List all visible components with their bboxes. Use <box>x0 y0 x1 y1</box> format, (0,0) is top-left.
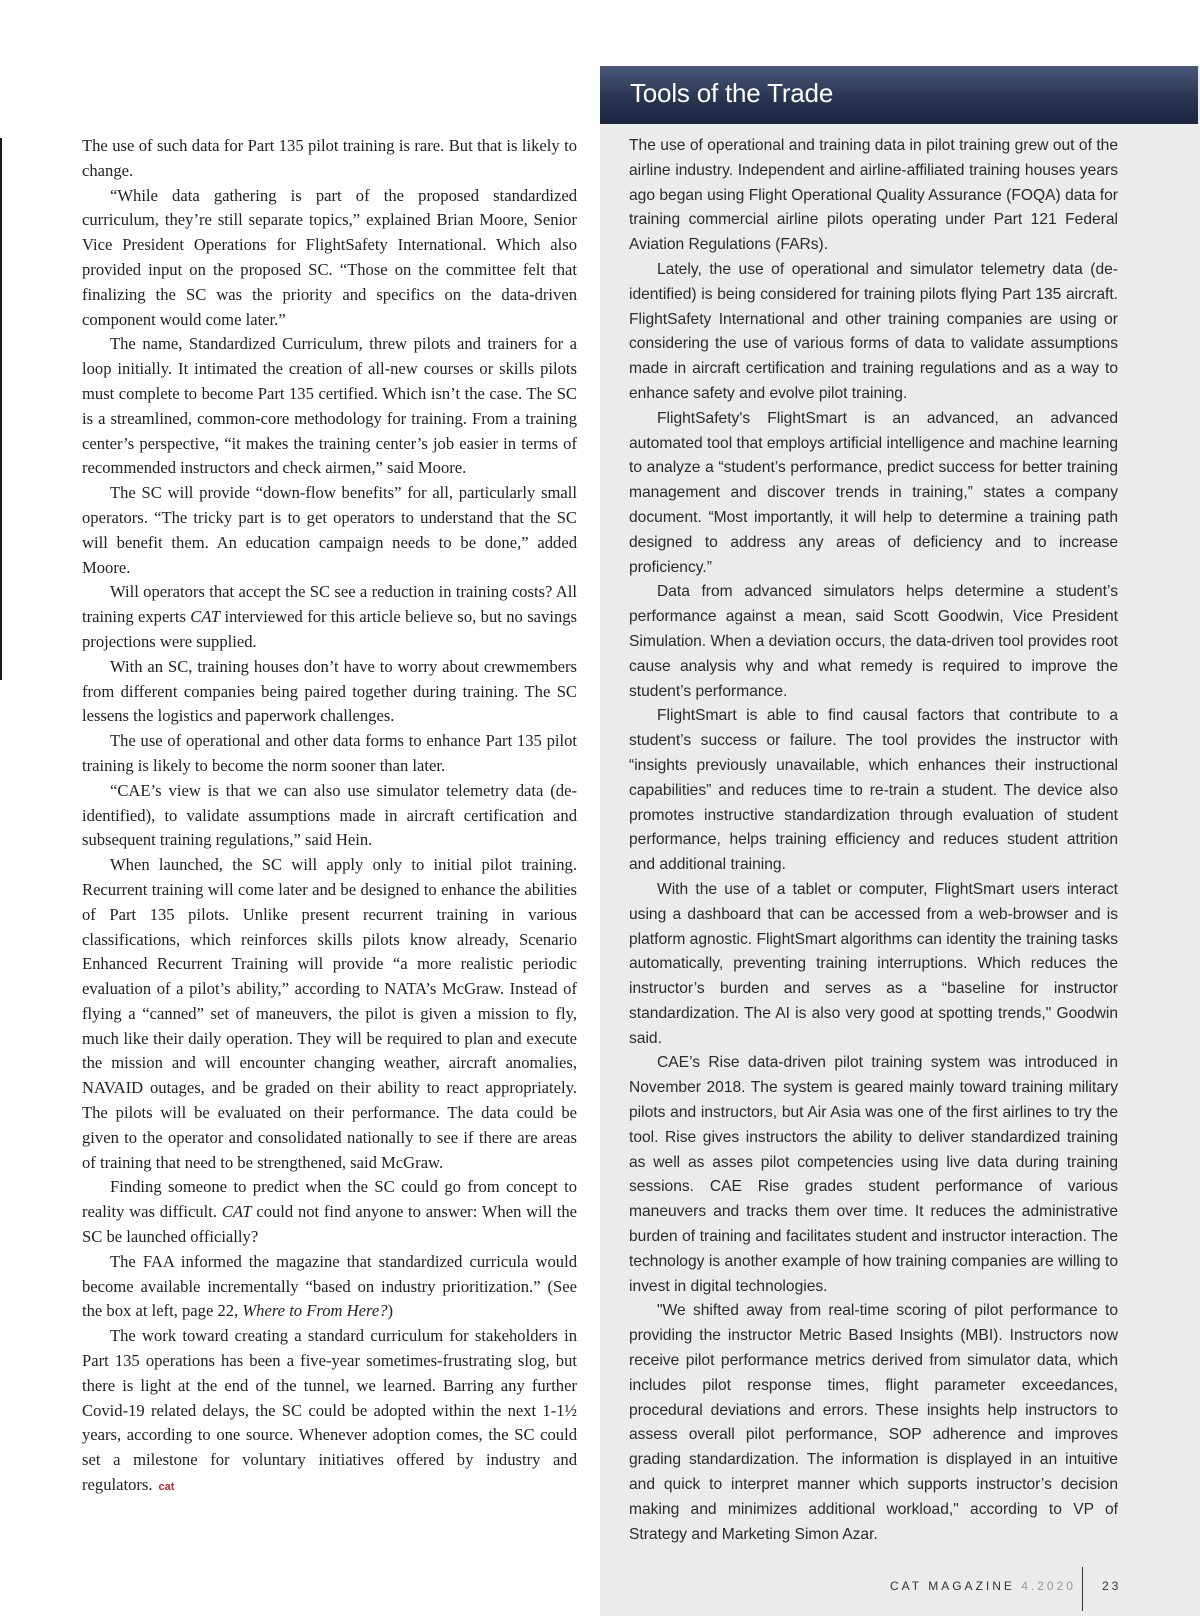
article-paragraph <box>82 1250 577 1324</box>
magazine-name: CAT MAGAZINE <box>890 1579 1015 1593</box>
page-footer <box>0 1573 1200 1613</box>
end-mark: cat <box>158 1481 175 1494</box>
article-paragraph: The SC will provide “down-flow benefits” for all, particularly small operators. “The tricky part is to get operators to understand that the SC will benefit them. An education campaign needs to be done,” added Moore. <box>82 483 577 577</box>
edge-mark <box>0 138 2 680</box>
text-run: ) <box>387 1301 394 1321</box>
text-run: Finding someone to predict when the SC could go from concept to reality was difficult. <box>82 1177 577 1222</box>
sidebar-paragraph: "We shifted away from real-time scoring of pilot performance to providing the instructor Metric Based Insights (MBI). Instructors now receive pilot performance metrics derived from simulator data, which includes pilot response times, flight parameter exceedances, procedural deviations and errors. These insights help instructors to assess overall pilot performance, SOP adherence and improves grading standardization. The information is displayed in an intuitive and quick to interpret manner which supports instructor’s decision making and minimizes additional workload," according to VP of Strategy and Marketing Simon Azar. <box>629 1302 1118 1543</box>
page-number: 23 <box>1102 1579 1122 1593</box>
article-paragraph: The use of operational and other data forms to enhance Part 135 pilot training is likely to become the norm sooner than later. <box>82 731 577 775</box>
sidebar-paragraph: FlightSafety's FlightSmart is an advanced, an advanced automated tool that employs artificial intelligence and machine learning to analyze a “student’s performance, predict success for better training management and discover trends in training,” states a company document. “Most importantly, it will help to determine a training path designed to address any areas of deficiency and to increase proficiency.” <box>629 409 1118 576</box>
text-run: The work toward creating a standard curriculum for stakeholders in Part 135 operations has been a five-year sometimes-frustrating slog, but there is light at the end of the tunnel, we learned. Barring any further Covid-19 related delays, the SC could be adopted within the next 1-1½ years, according to one source. Whenever adoption comes, the SC could set a milestone for voluntary initiatives offered by industry and regulators. <box>82 1326 577 1495</box>
article-paragraph <box>82 1324 577 1500</box>
sidebar-paragraph: With the use of a tablet or computer, FlightSmart users interact using a dashboard that can be accessed from a web-browser and is platform agnostic. FlightSmart algorithms can identity the training tasks automatically, preventing training interruptions. Which reduces the instructor’s burden and serves as a “baseline for instructor standardization. The AI is also very good at spotting trends," Goodwin said. <box>629 880 1118 1047</box>
sidebar-paragraph: FlightSmart is able to find causal factors that contribute to a student’s success or failure. The tool provides the instructor with “insights previously unavailable, which enhances their instructional capabilities” and reduces time to re-train a student. The device also promotes instructive standardization through evaluation of student performance, helps training efficiency and reduces student attrition and additional training. <box>629 707 1118 874</box>
text-run: interviewed for this article believe so, but no savings projections were supplied. <box>82 607 577 651</box>
sidebar-title: Tools of the Trade <box>630 78 834 108</box>
text-run: could not find anyone to answer: When will the SC be launched officially? <box>82 1202 577 1247</box>
article-paragraph: The name, Standardized Curriculum, threw pilots and trainers for a loop initially. It intimated the creation of all-new courses or skills pilots must complete to become Part 135 certified. Which isn’t the case. The SC is a streamlined, common-core methodology for training. From a training center’s perspective, “it makes the training center’s job easier in terms of recommended instructors and check airmen,” said Moore. <box>82 334 577 478</box>
italic-text: CAT <box>190 607 221 627</box>
italic-text: Where to From Here? <box>242 1301 388 1321</box>
sidebar-body <box>629 134 1118 1547</box>
sidebar-paragraph: The use of operational and training data in pilot training grew out of the airline industry. Independent and airline-affiliated training houses years ago began using Flight Operational Quality Assurance (FOQA) data for training commercial airline pilots operating under Part 121 Federal Aviation Regulations (FARs). <box>629 137 1118 254</box>
article-paragraph: With an SC, training houses don’t have to worry about crewmembers from different companies being paired together during training. The SC lessens the logistics and paperwork challenges. <box>82 656 577 726</box>
article-paragraph: “While data gathering is part of the proposed standardized curriculum, they’re still separate topics,” explained Brian Moore, Senior Vice President Operations for FlightSafety International. Which also provided input on the proposed SC. “Those on the committee felt that finalizing the SC was the priority and specifics on the data-driven component would come later.” <box>82 185 577 329</box>
article-paragraph: When launched, the SC will apply only to initial pilot training. Recurrent training will come later and be designed to enhance the abilities of Part 135 pilots. Unlike present recurrent training in various classifications, which reinforces skills pilots know already, Scenario Enhanced Recurrent Training will provide “a more realistic periodic evaluation of a pilot’s ability,” according to NATA’s McGraw. Instead of flying a “canned” set of maneuvers, the pilot is given a mission to fly, much like their daily operation. They will be required to plan and execute the mission and will encounter changing weather, aircraft anomalies, NAVAID outages, and be graded on their ability to react appropriately. The pilots will be evaluated on their performance. The data could be given to the operator and consolidated nationally to see if there are areas of training that need to be strengthened, said McGraw. <box>82 855 577 1172</box>
article-paragraph: “CAE’s view is that we can also use simulator telemetry data (de-identified), to validate assumptions made in aircraft certification and subsequent training regulations,” said Hein. <box>82 780 577 850</box>
article-paragraph <box>82 1175 577 1249</box>
sidebar-box <box>600 66 1200 1616</box>
text-run: Will operators that accept the SC see a reduction in training costs? All training experts <box>82 582 577 627</box>
sidebar-paragraph: Data from advanced simulators helps determine a student’s performance against a mean, said Scott Goodwin, Vice President Simulation. When a deviation occurs, the data-driven tool provides root cause analysis why and what remedy is required to improve the student’s performance. <box>629 583 1118 700</box>
text-run: The FAA informed the magazine that standardized curricula would become available incrementally “based on industry prioritization.” (See the box at left, page 22, <box>82 1251 577 1321</box>
article-paragraph <box>82 580 577 654</box>
footer-magazine <box>890 1579 1076 1593</box>
italic-text: CAT <box>221 1202 252 1222</box>
article-paragraph: The use of such data for Part 135 pilot training is rare. But that is likely to change. <box>82 136 577 180</box>
sidebar-paragraph: CAE’s Rise data-driven pilot training system was introduced in November 2018. The system is geared mainly toward training military pilots and instructors, but Air Asia was one of the first airlines to try the tool. Rise gives instructors the ability to deliver standardized training as well as asses pilot competencies using live data during training sessions. CAE Rise grades student performance of various maneuvers and tracks them over time. It reduces the administrative burden of training and facilitates student and instructor interaction. The technology is another example of how training companies are willing to invest in digital technologies. <box>629 1054 1118 1295</box>
main-article-column <box>82 134 577 1500</box>
footer-divider <box>1082 1567 1083 1611</box>
issue-number: 4.2020 <box>1021 1579 1076 1593</box>
sidebar-paragraph: Lately, the use of operational and simulator telemetry data (de-identified) is being considered for training pilots flying Part 135 aircraft. FlightSafety International and other training companies are using or considering the use of various forms of data to validate assumptions made in aircraft certification and training regulations and as a way to enhance safety and evolve pilot training. <box>629 260 1118 402</box>
sidebar-header <box>600 66 1198 124</box>
